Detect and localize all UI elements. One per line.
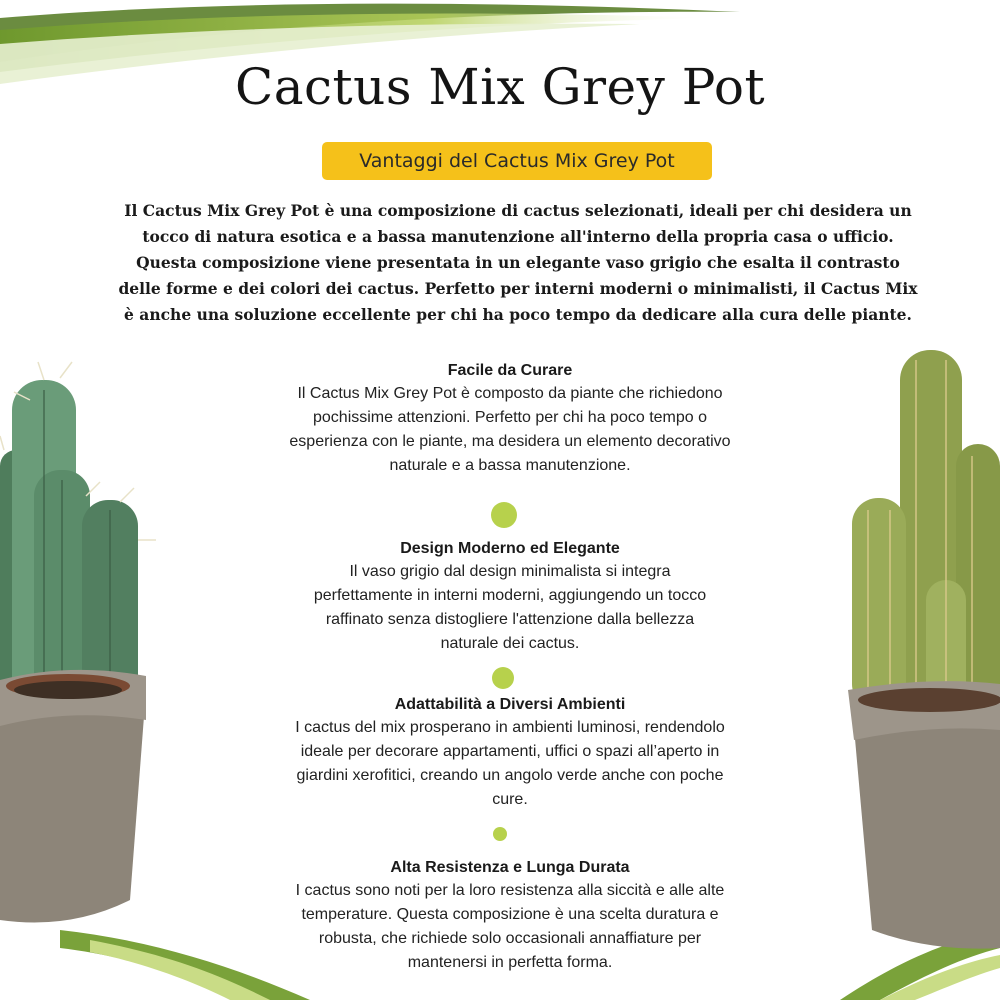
feature-line: ideale per decorare appartamenti, uffici o spazi all’aperto in — [300, 743, 720, 760]
bullet-dot-icon — [491, 502, 517, 528]
feature-line: I cactus sono noti per la loro resistenza alla siccità e alle alte — [295, 882, 725, 899]
intro-line: delle forme e dei colori dei cactus. Perfetto per interni moderni o minimalisti, il Cactus Mix — [118, 279, 918, 298]
feature-line: Il Cactus Mix Grey Pot è composto da piante che richiedono — [297, 385, 723, 402]
feature-title: Facile da Curare — [447, 362, 573, 379]
feature-line: temperature. Questa composizione è una scelta duratura e — [301, 906, 719, 923]
bullet-dot-icon — [493, 827, 507, 841]
feature-line: naturale e a bassa manutenzione. — [389, 457, 631, 474]
intro-line: è anche una soluzione eccellente per chi ha poco tempo da dedicare alla cura delle piante. — [124, 305, 912, 324]
feature-easy-care — [250, 360, 770, 478]
intro-line: Il Cactus Mix Grey Pot è una composizione di cactus selezionati, ideali per chi desidera un — [124, 201, 912, 220]
feature-line: raffinato senza distogliere l'attenzione dalla bellezza — [325, 611, 695, 628]
feature-title: Alta Resistenza e Lunga Durata — [390, 859, 630, 876]
feature-adaptability — [240, 694, 780, 812]
feature-line: robusta, che richiede solo occasionali annaffiature per — [318, 930, 702, 947]
benefits-badge: Vantaggi del Cactus Mix Grey Pot — [322, 142, 712, 180]
feature-line: Il vaso grigio dal design minimalista si integra — [349, 563, 671, 580]
feature-title: Design Moderno ed Elegante — [400, 540, 620, 557]
intro-line: tocco di natura esotica e a bassa manutenzione all'interno della propria casa o ufficio. — [142, 227, 894, 246]
feature-line: giardini xerofitici, creando un angolo verde anche con poche — [296, 767, 724, 784]
feature-modern-design — [240, 538, 780, 656]
feature-line: pochissime attenzioni. Perfetto per chi ha poco tempo o — [313, 409, 707, 426]
feature-line: naturale dei cactus. — [440, 635, 580, 652]
feature-line: perfettamente in interni moderni, aggiungendo un tocco — [313, 587, 707, 604]
feature-line: esperienza con le piante, ma desidera un elemento decorativo — [289, 433, 731, 450]
feature-title: Adattabilità a Diversi Ambienti — [394, 696, 626, 713]
feature-line: cure. — [492, 791, 528, 808]
intro-line: Questa composizione viene presentata in un elegante vaso grigio che esalta il contrasto — [136, 253, 900, 272]
feature-durability — [240, 857, 780, 975]
feature-line: I cactus del mix prosperano in ambienti luminosi, rendendolo — [295, 719, 725, 736]
feature-line: mantenersi in perfetta forma. — [407, 954, 613, 971]
intro-paragraph — [118, 198, 918, 328]
bullet-dot-icon — [492, 667, 514, 689]
page-title: Cactus Mix Grey Pot — [234, 58, 766, 116]
